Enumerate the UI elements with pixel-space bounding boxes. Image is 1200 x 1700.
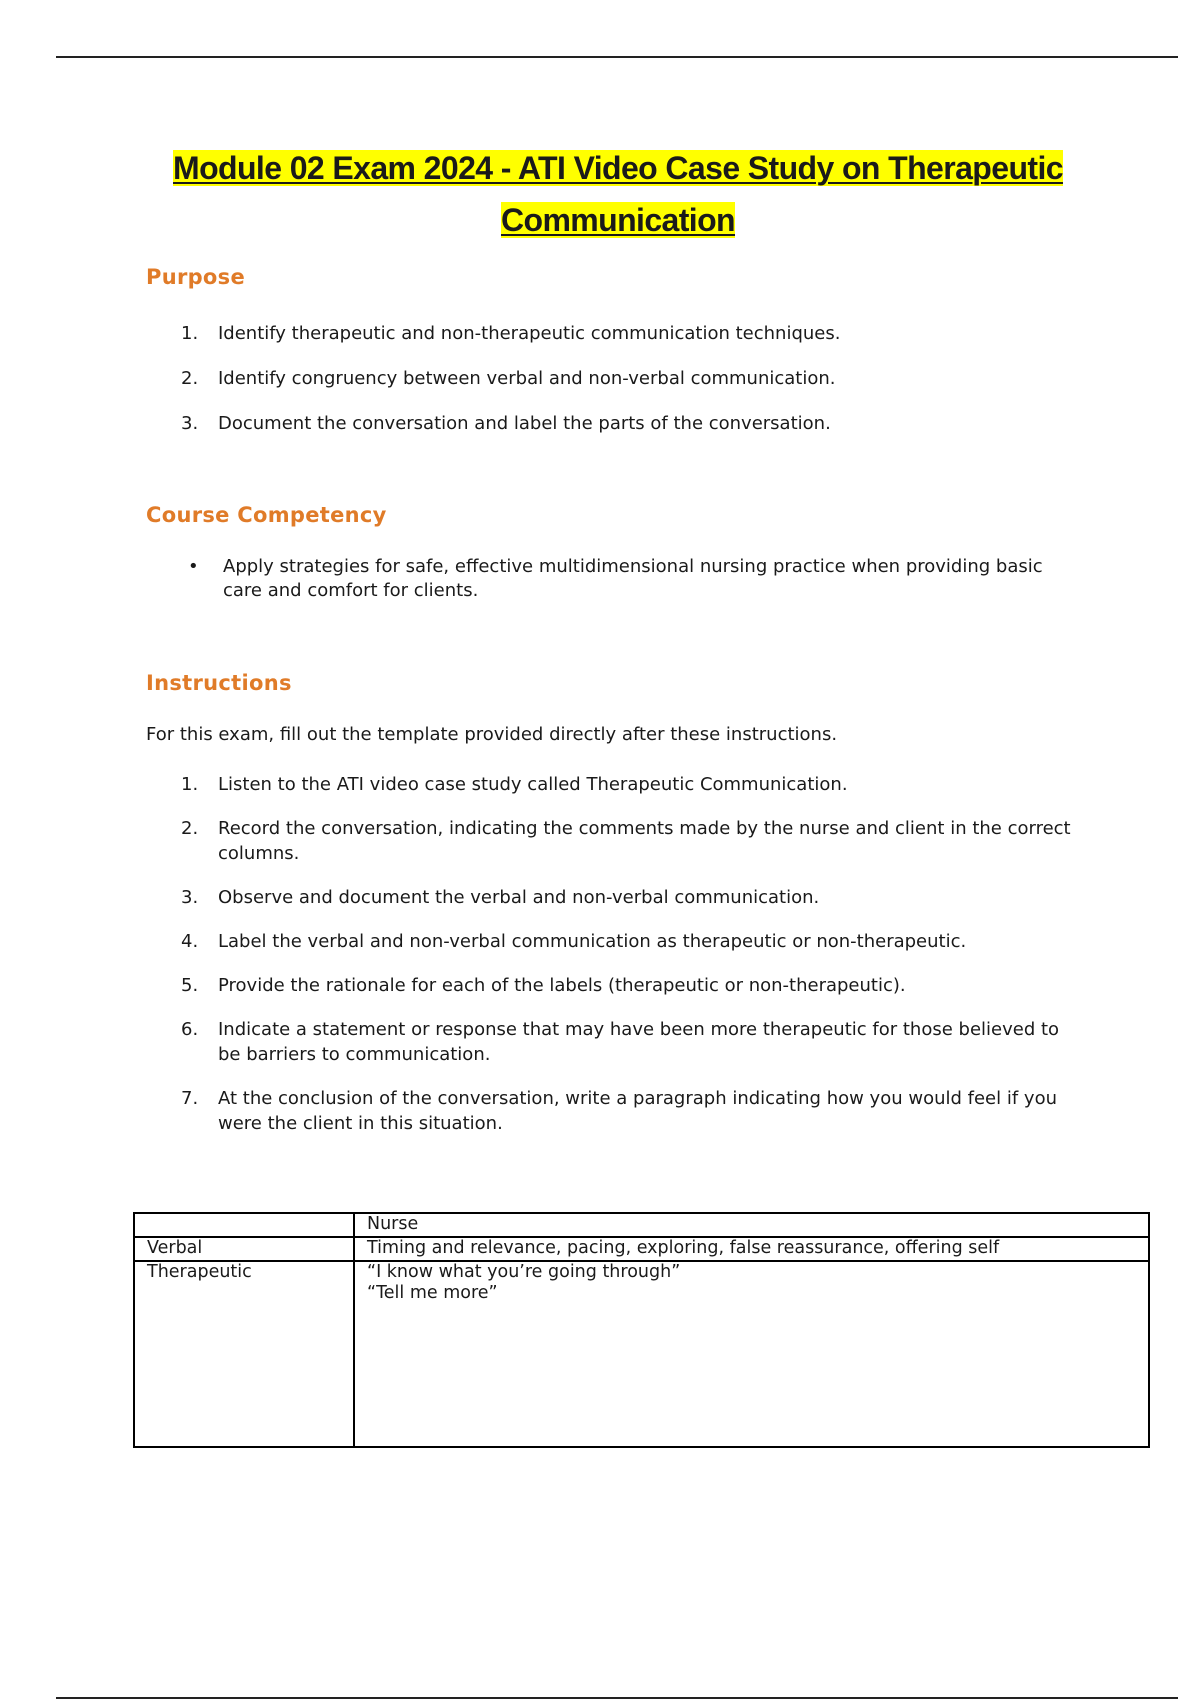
- document-title: [0, 142, 1200, 246]
- list-number: 7.: [181, 1088, 199, 1109]
- list-item-text: Document the conversation and label the parts of the conversation.: [218, 413, 831, 434]
- table-cell-label: Therapeutic: [134, 1261, 354, 1447]
- list-number: 6.: [181, 1019, 199, 1040]
- list-item: [146, 929, 1078, 954]
- list-item: [146, 973, 1078, 998]
- competency-list: [146, 555, 1083, 603]
- list-item-text: Indicate a statement or response that may have been more therapeutic for those believed to be barriers to communication.: [218, 1019, 1060, 1065]
- purpose-heading: Purpose: [146, 265, 245, 289]
- list-item: [146, 1017, 1078, 1067]
- list-number: 1.: [181, 323, 199, 344]
- instructions-heading: Instructions: [146, 671, 292, 695]
- list-number: 3.: [181, 887, 199, 908]
- table-row: [134, 1213, 1149, 1237]
- list-item-text: At the conclusion of the conversation, write a paragraph indicating how you would feel if you were the client in this situation.: [218, 1088, 1057, 1134]
- list-number: 2.: [181, 818, 199, 839]
- list-number: 4.: [181, 931, 199, 952]
- list-item-text: Identify therapeutic and non-therapeutic communication techniques.: [218, 323, 841, 344]
- list-item-text: Label the verbal and non-verbal communication as therapeutic or non-therapeutic.: [218, 931, 967, 952]
- cell-text: Timing and relevance, pacing, exploring, false reassurance, offering self: [367, 1238, 1000, 1258]
- competency-heading: Course Competency: [146, 503, 387, 527]
- list-item: [146, 772, 1078, 797]
- table-cell-label: [134, 1213, 354, 1237]
- list-item-text: Provide the rationale for each of the labels (therapeutic or non-therapeutic).: [218, 975, 906, 996]
- table-cell-value: [354, 1261, 1149, 1447]
- communication-table: [133, 1212, 1150, 1448]
- cell-text: “I know what you’re going through”: [367, 1262, 681, 1282]
- instructions-list: [146, 772, 1078, 1155]
- list-item-text: Listen to the ATI video case study called Therapeutic Communication.: [218, 774, 848, 795]
- list-item: [146, 1086, 1078, 1136]
- cell-text: Nurse: [367, 1214, 419, 1234]
- list-item-text: Apply strategies for safe, effective multidimensional nursing practice when providing basic care and comfort for clients.: [223, 556, 1043, 601]
- table-row: [134, 1261, 1149, 1447]
- list-number: 2.: [181, 368, 199, 389]
- instructions-intro: For this exam, fill out the template provided directly after these instructions.: [146, 724, 838, 745]
- top-rule: [56, 56, 1178, 58]
- title-line-2: Communication: [501, 202, 735, 238]
- list-item: [146, 366, 1078, 391]
- list-number: 3.: [181, 413, 199, 434]
- list-item: [146, 885, 1078, 910]
- bottom-rule: [56, 1697, 1178, 1699]
- list-item: [146, 411, 1078, 436]
- table-cell-value: [354, 1213, 1149, 1237]
- list-item-text: Record the conversation, indicating the comments made by the nurse and client in the correct columns.: [218, 818, 1071, 864]
- list-item-text: Identify congruency between verbal and non-verbal communication.: [218, 368, 836, 389]
- list-item-text: Observe and document the verbal and non-verbal communication.: [218, 887, 820, 908]
- table-cell-value: [354, 1237, 1149, 1261]
- list-number: 1.: [181, 774, 199, 795]
- communication-table-wrapper: [133, 1212, 1150, 1448]
- list-number: 5.: [181, 975, 199, 996]
- table-row: [134, 1237, 1149, 1261]
- table-cell-label: Verbal: [134, 1237, 354, 1261]
- list-item: [146, 555, 1083, 603]
- purpose-list: [146, 321, 1078, 456]
- bullet-icon: •: [188, 556, 199, 577]
- list-item: [146, 321, 1078, 346]
- title-line-1: Module 02 Exam 2024 - ATI Video Case Study on Therapeutic: [173, 150, 1063, 186]
- list-item: [146, 816, 1078, 866]
- cell-text: “Tell me more”: [367, 1283, 498, 1303]
